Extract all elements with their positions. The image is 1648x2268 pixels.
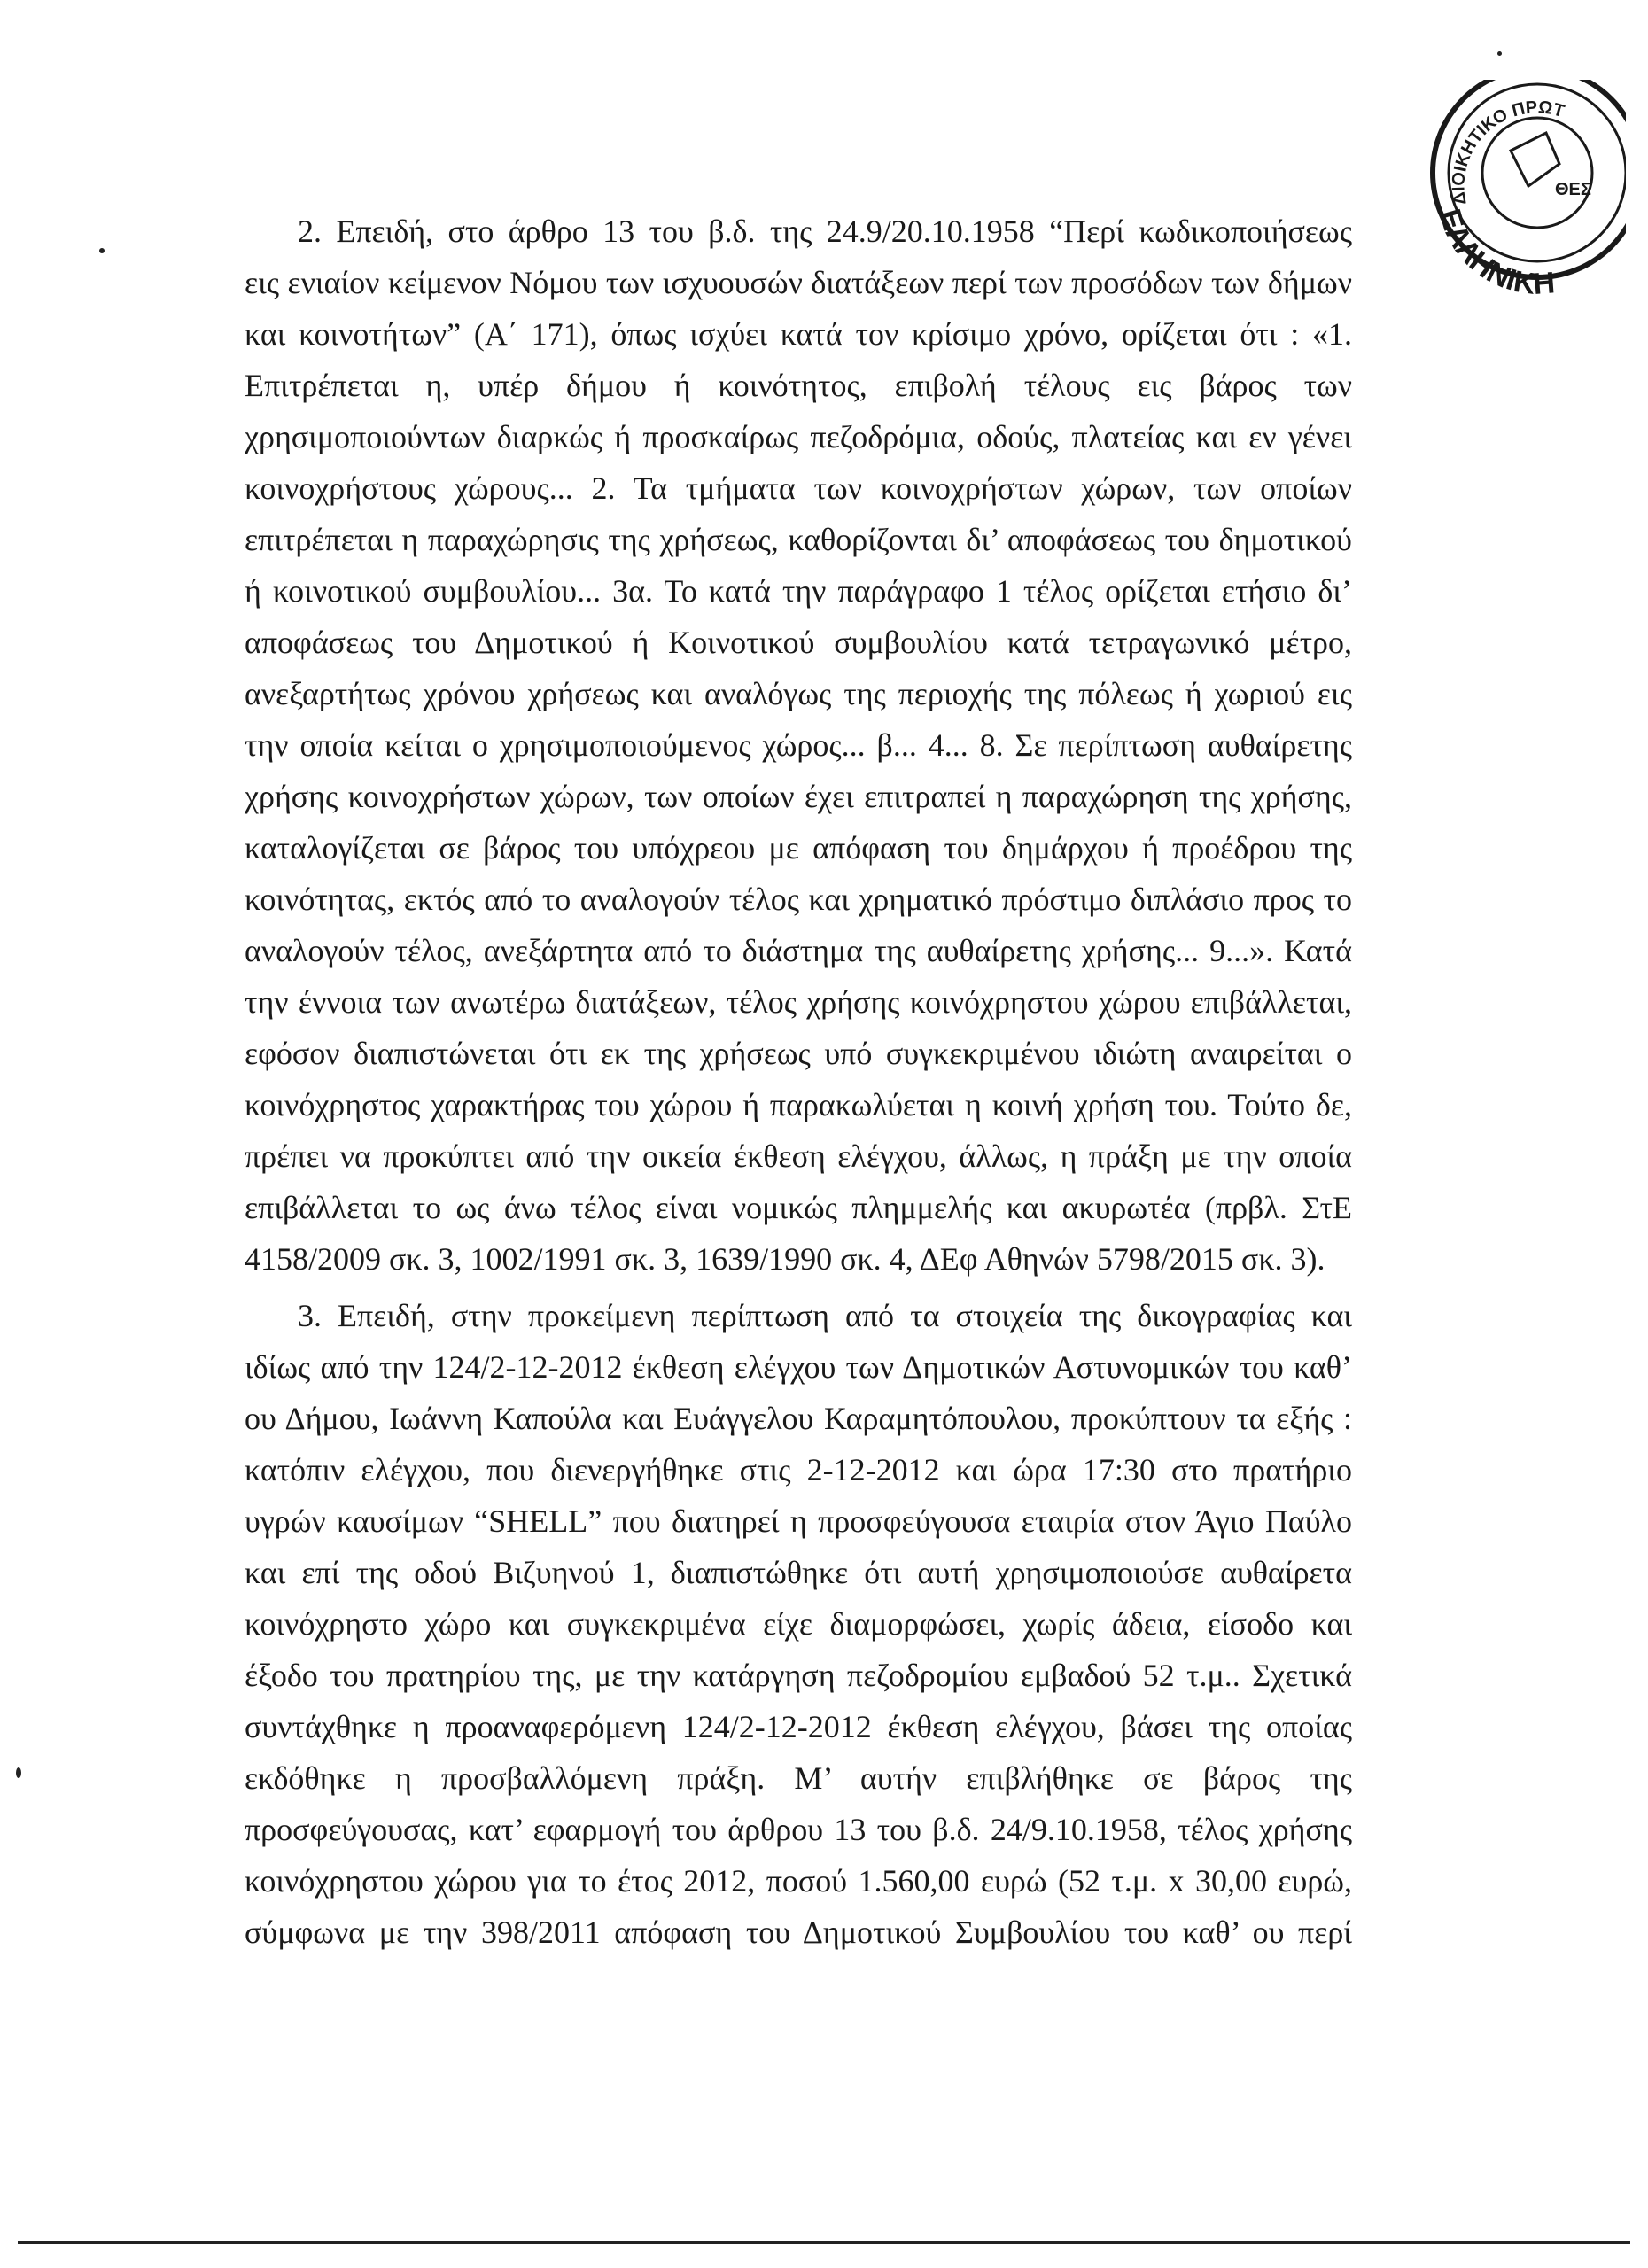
text-line: και επί της οδού Βιζυηνού 1, διαπιστώθηκε ότι αυτή χρησιμοποιούσε αυθαίρετα	[245, 1555, 1352, 1590]
paragraph-3	[245, 1290, 1352, 1958]
text-line: την οποία κείται ο χρησιμοποιούμενος χώρος... β... 4... 8. Σε περίπτωση αυθαίρετης	[245, 727, 1352, 763]
text-line: κοινοχρήστους χώρους... 2. Τα τμήματα των κοινοχρήστων χώρων, των οποίων	[245, 470, 1352, 506]
official-stamp	[1404, 80, 1626, 301]
stamp-emblem-icon	[1511, 133, 1559, 186]
text-line: υγρών καυσίμων “SHELL” που διατηρεί η προσφεύγουσα εταιρία στον Άγιο Παύλο	[245, 1503, 1352, 1539]
scan-speck	[1497, 51, 1502, 56]
text-line: καταλογίζεται σε βάρος του υπόχρεου με απόφαση του δημάρχου ή προέδρου της	[245, 830, 1352, 866]
text-line: και κοινοτήτων” (Α΄ 171), όπως ισχύει κατά τον κρίσιμο χρόνο, ορίζεται ότι : «1.	[245, 316, 1352, 352]
text-line: σύμφωνα με την 398/2011 απόφαση του Δημοτικού Συμβουλίου του καθ’ ου περί	[245, 1915, 1352, 1950]
text-line: 2. Επειδή, στο άρθρο 13 του β.δ. της 24.9/20.10.1958 “Περί κωδικοποιήσεως	[298, 214, 1352, 249]
stamp-inner-ring-text: ΔΙΟΙΚΗΤΙΚΟ ΠΡΩΤ	[1449, 97, 1567, 206]
text-line: κατόπιν ελέγχου, που διενεργήθηκε στις 2-12-2012 και ώρα 17:30 στο πρατήριο	[245, 1452, 1352, 1487]
page-bottom-rule	[18, 2241, 1630, 2244]
text-line: την έννοια των ανωτέρω διατάξεων, τέλος χρήσης κοινόχρηστου χώρου επιβάλλεται,	[245, 984, 1352, 1020]
stamp-outer-ring-text: ΕΛΛΗΝΙΚΗ	[1432, 205, 1557, 301]
text-line: κοινότητας, εκτός από το αναλογούν τέλος και χρηματικό πρόστιμο διπλάσιο προς το	[245, 882, 1352, 917]
text-line: ανεξαρτήτως χρόνου χρήσεως και αναλόγως της περιοχής της πόλεως ή χωριού εις	[245, 676, 1352, 711]
text-line: ή κοινοτικού συμβουλίου... 3α. Το κατά την παράγραφο 1 τέλος ορίζεται ετήσιο δι’	[245, 573, 1352, 609]
text-line: προσφεύγουσας, κατ’ εφαρμογή του άρθρου 13 του β.δ. 24/9.10.1958, τέλος χρήσης	[245, 1812, 1352, 1847]
scan-speck	[99, 248, 105, 253]
text-line: έξοδο του πρατηρίου της, με την κατάργηση πεζοδρομίου εμβαδού 52 τ.μ.. Σχετικά	[245, 1658, 1352, 1693]
text-line: κοινόχρηστος χαρακτήρας του χώρου ή παρακωλύεται η κοινή χρήση του. Τούτο δε,	[245, 1087, 1352, 1122]
text-line: 4158/2009 σκ. 3, 1002/1991 σκ. 3, 1639/1990 σκ. 4, ΔΕφ Αθηνών 5798/2015 σκ. 3).	[245, 1241, 1325, 1277]
text-line: επιβάλλεται το ως άνω τέλος είναι νομικώς πλημμελής και ακυρωτέα (πρβλ. ΣτΕ	[245, 1190, 1352, 1225]
text-line: κοινόχρηστου χώρου για το έτος 2012, ποσού 1.560,00 ευρώ (52 τ.μ. x 30,00 ευρώ,	[245, 1863, 1352, 1899]
body-text	[245, 206, 1352, 1958]
text-line: χρησιμοποιούντων διαρκώς ή προσκαίρως πεζοδρόμια, οδούς, πλατείας και εν γένει	[245, 419, 1352, 454]
text-line: χρήσης κοινοχρήστων χώρων, των οποίων έχει επιτραπεί η παραχώρηση της χρήσης,	[245, 779, 1352, 814]
text-line: αναλογούν τέλος, ανεξάρτητα από το διάστημα της αυθαίρετης χρήσης... 9...». Κατά	[245, 933, 1352, 968]
text-line: εφόσον διαπιστώνεται ότι εκ της χρήσεως υπό συγκεκριμένου ιδιώτη αναιρείται ο	[245, 1036, 1352, 1071]
text-line: συντάχθηκε η προαναφερόμενη 124/2-12-2012 έκθεση ελέγχου, βάσει της οποίας	[245, 1709, 1352, 1744]
text-line: επιτρέπεται η παραχώρησις της χρήσεως, καθορίζονται δι’ αποφάσεως του δημοτικού	[245, 522, 1352, 557]
text-line: 3. Επειδή, στην προκείμενη περίπτωση από τα στοιχεία της δικογραφίας και	[298, 1298, 1352, 1333]
text-line: Επιτρέπεται η, υπέρ δήμου ή κοινότητος, επιβολή τέλους εις βάρος των	[245, 368, 1352, 403]
text-line: ιδίως από την 124/2-12-2012 έκθεση ελέγχου των Δημοτικών Αστυνομικών του καθ’	[245, 1349, 1352, 1385]
text-line: αποφάσεως του Δημοτικού ή Κοινοτικού συμβουλίου κατά τετραγωνικό μέτρο,	[245, 625, 1352, 660]
text-line: κοινόχρηστο χώρο και συγκεκριμένα είχε διαμορφώσει, χωρίς άδεια, είσοδο και	[245, 1606, 1352, 1642]
text-line: ου Δήμου, Ιωάννη Καπούλα και Ευάγγελου Καραμητόπουλου, προκύπτουν τα εξής :	[245, 1401, 1352, 1436]
text-line: εκδόθηκε η προσβαλλόμενη πράξη. Μ’ αυτήν επιβλήθηκε σε βάρος της	[245, 1760, 1352, 1796]
stamp-center-text: ΘΕΣ	[1555, 180, 1591, 199]
scan-speck	[16, 1767, 21, 1778]
text-line: εις ενιαίον κείμενον Νόμου των ισχυουσών διατάξεων περί των προσόδων των δήμων	[245, 265, 1352, 300]
text-line: πρέπει να προκύπτει από την οικεία έκθεση ελέγχου, άλλως, η πράξη με την οποία	[245, 1138, 1352, 1174]
paragraph-2	[245, 206, 1352, 1285]
